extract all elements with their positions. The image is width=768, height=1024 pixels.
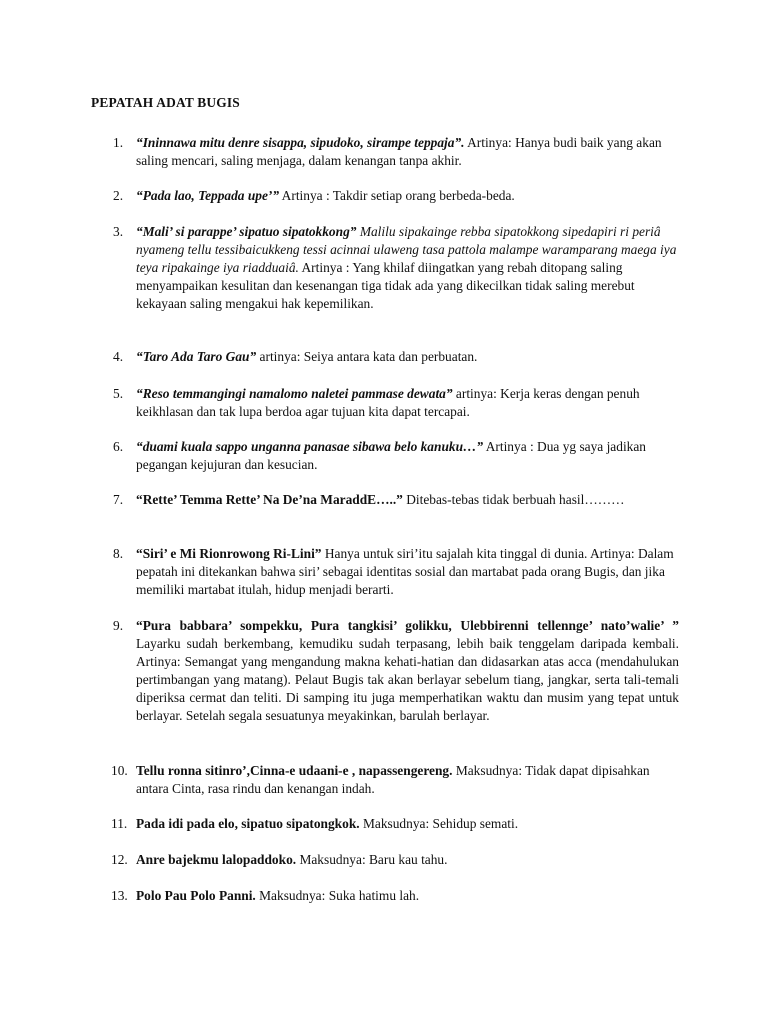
meaning: Hanya untuk siri’itu sajalah kita tinggal di dunia. Artinya: Dalam pepatah ini ditekankan bahwa siri’ sebagai identitas sosial dan martabat pada orang Bugis, dan jika memiliki martabat itulah, hidup menjadi berarti. — [136, 546, 674, 597]
proverb: Anre bajekmu lalopaddoko. — [136, 852, 297, 867]
page-title: PEPATAH ADAT BUGIS — [91, 95, 240, 110]
item-number: 5. — [113, 386, 124, 401]
proverb: “Pada lao, Teppada upe’” — [136, 188, 280, 203]
proverb: Tellu ronna sitinro’,Cinna-e udaani-e , napassengereng. — [136, 763, 453, 778]
proverb: Polo Pau Polo Panni. — [136, 888, 256, 903]
proverb: Pada idi pada elo, sipatuo sipatongkok. — [136, 816, 360, 831]
proverb: “Ininnawa mitu denre sisappa, sipudoko, sirampe teppaja”. — [136, 135, 465, 150]
item-number: 12. — [111, 852, 128, 867]
list-item — [113, 545, 679, 599]
list-item — [113, 851, 679, 869]
proverb: “Taro Ada Taro Gau” — [136, 349, 257, 364]
proverb: “Reso temmangingi namalomo naletei pammase dewata” — [136, 386, 453, 401]
item-number: 9. — [113, 618, 124, 633]
list-item — [113, 385, 679, 421]
list-item — [113, 815, 679, 833]
list-item — [113, 223, 679, 313]
list-item — [113, 617, 679, 725]
item-number: 6. — [113, 439, 124, 454]
meaning: Artinya: Hanya budi baik yang akan saling mencari, saling menjaga, dalam kenangan tanpa akhir. — [136, 135, 662, 168]
meaning: Maksudnya: Baru kau tahu. — [296, 852, 448, 867]
item-number: 4. — [113, 349, 124, 364]
item-number: 7. — [113, 492, 124, 507]
proverb: “Rette’ Temma Rette’ Na De’na MaraddE…..” — [136, 492, 403, 507]
meaning: Ditebas-tebas tidak berbuah hasil……… — [402, 492, 625, 507]
meaning: Artinya : Takdir setiap orang berbeda-beda. — [279, 188, 515, 203]
meaning: artinya: Kerja keras dengan penuh keikhlasan dan tak lupa berdoa agar tujuan kita dapat tercapai. — [136, 386, 640, 419]
item-number: 10. — [111, 763, 128, 778]
meaning: Artinya : Dua yg saya jadikan pegangan kejujuran dan kesucian. — [136, 439, 647, 472]
list-item — [113, 187, 679, 205]
list-item — [113, 438, 679, 474]
item-number: 2. — [113, 188, 124, 203]
meaning: Maksudnya: Suka hatimu lah. — [255, 888, 420, 903]
meaning: Artinya : Yang khilaf diingatkan yang rebah ditopang saling menyampaikan kesulitan dan kesenangan tiga tidak ada yang dikecilkan tidak saling merebut kekayaan saling mengakui hak kepemilikan. — [136, 260, 635, 311]
proverb: “Pura babbara’ sompekku, Pura tangkisi’ golikku, Ulebbirenni tellennge’ nato’walie’ ” — [136, 618, 679, 633]
list-item — [113, 887, 679, 905]
meaning: artinya: Seiya antara kata dan perbuatan. — [256, 349, 478, 364]
meaning: Layarku sudah berkembang, kemudiku sudah terpasang, lebih baik tenggelam daripada kembali. Artinya: Semangat yang mengandung makna kehati-hatian dan didasarkan atas acca (mendahulukan pertimbangan yang matang). Pelaut Bugis tak akan berlayar sebelum tiang, jangkar, serta tali-temali diperiksa cermat dan teliti. Di samping itu juga memperhatikan waktu dan musim yang tepat untuk berlayar. Setelah segala sesuatunya meyakinkan, barulah berlayar. — [136, 636, 679, 723]
list-item — [113, 348, 679, 366]
item-number: 8. — [113, 546, 124, 561]
proverb: “duami kuala sappo unganna panasae sibawa belo kanuku…” — [136, 439, 484, 454]
proverb-continuation: Malilu sipakainge rebba sipatokkong sipedapiri ri periâ nyameng tellu tessibaicukkeng tessi acinnai ulaweng tasa pattola malampe waramparang maega iya teya ripakainge iya riadduaiâ. — [136, 224, 677, 275]
meaning: Maksudnya: Sehidup semati. — [359, 816, 519, 831]
item-number: 11. — [111, 816, 128, 831]
proverb: “Siri’ e Mi Rionrowong Ri-Lini” — [136, 546, 322, 561]
meaning: Maksudnya: Tidak dapat dipisahkan antara Cinta, rasa rindu dan kenangan indah. — [136, 763, 650, 796]
item-number: 1. — [113, 135, 124, 150]
item-number: 3. — [113, 224, 124, 239]
proverb: “Mali’ si parappe’ sipatuo sipatokkong” — [136, 224, 357, 239]
list-item — [113, 134, 679, 170]
item-number: 13. — [111, 888, 128, 903]
list-item — [113, 491, 679, 509]
list-item — [113, 762, 679, 798]
